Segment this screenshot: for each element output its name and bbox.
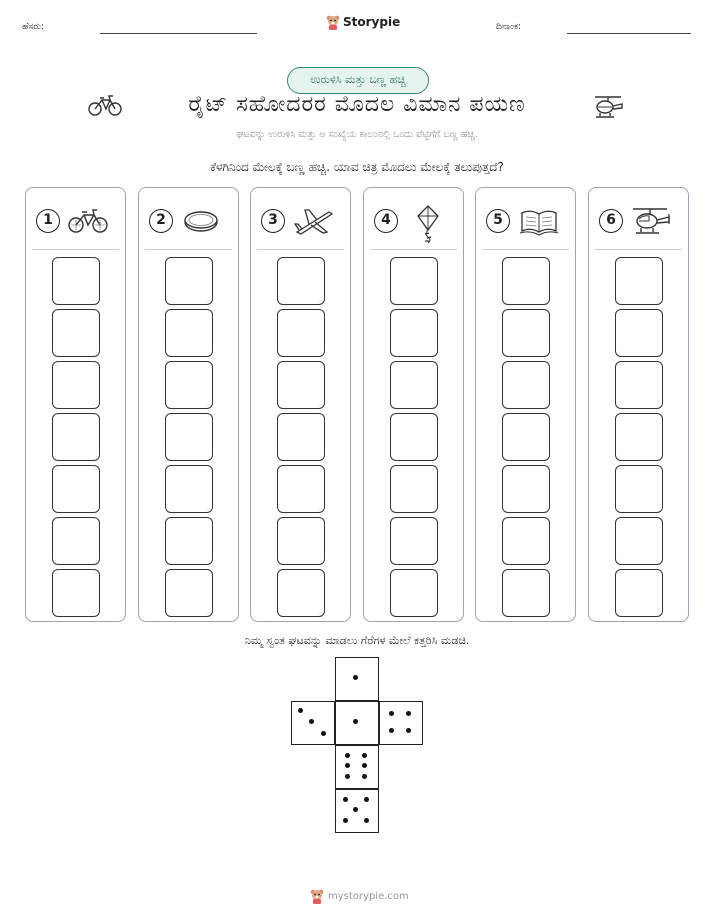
color-box[interactable]	[165, 465, 213, 513]
color-box[interactable]	[277, 517, 325, 565]
color-box[interactable]	[615, 257, 663, 305]
color-box[interactable]	[165, 361, 213, 409]
column-2	[138, 187, 239, 622]
color-box[interactable]	[502, 309, 550, 357]
column-5	[475, 187, 576, 622]
color-box[interactable]	[277, 309, 325, 357]
book-icon	[518, 205, 560, 237]
column-4	[363, 187, 464, 622]
footer-url[interactable]: mystorypie.com	[328, 890, 409, 902]
color-box[interactable]	[615, 569, 663, 617]
die-face-5	[335, 789, 379, 833]
column-1	[25, 187, 126, 622]
color-box[interactable]	[390, 465, 438, 513]
color-box[interactable]	[502, 465, 550, 513]
kite-icon	[406, 204, 446, 244]
color-box[interactable]	[165, 517, 213, 565]
color-box[interactable]	[615, 309, 663, 357]
brand-name: Storypie	[343, 15, 401, 29]
glider-icon	[293, 206, 335, 236]
worksheet-title: ರೈಟ್ ಸಹೋದರರ ಮೊದಲ ವಿಮಾನ ಪಯಣ	[188, 92, 526, 117]
color-box[interactable]	[390, 569, 438, 617]
color-box[interactable]	[615, 413, 663, 461]
worksheet-subtitle: ಘಟವನ್ನು ಉರುಳಿಸಿ ಮತ್ತು ಆ ಸಂಖ್ಯೆಯ ಕಾಲಂನಲ್ಲಿ ಒಂದು ಪೆಟ್ಟಿಗೆಗೆ ಬಣ್ಣ ಹಚ್ಚಿ.	[236, 129, 478, 140]
die-face-1	[335, 701, 379, 745]
color-box[interactable]	[165, 413, 213, 461]
die-face-3	[291, 701, 335, 745]
color-box[interactable]	[502, 361, 550, 409]
die-instruction: ನಿಮ್ಮ ಸ್ವಂತ ಘಟವನ್ನು ಮಾಡಲು ಗೆರೆಗಳ ಮೇಲೆ ಕತ್ತರಿಸಿ ಮಡಚಿ.	[244, 634, 470, 647]
column-number: 4	[374, 209, 398, 233]
color-box[interactable]	[390, 413, 438, 461]
color-box[interactable]	[52, 361, 100, 409]
name-label: ಹೆಸರು:	[22, 22, 45, 32]
die-face-4	[379, 701, 423, 745]
storypie-bear-icon	[326, 14, 340, 30]
footer	[310, 888, 409, 904]
helicopter-icon	[631, 204, 673, 238]
color-box[interactable]	[277, 257, 325, 305]
bicycle-icon	[68, 207, 108, 235]
activity-pill: ಉರುಳಿಸಿ ಮತ್ತು ಬಣ್ಣ ಹಚ್ಚಿ	[287, 67, 429, 94]
column-number: 3	[261, 209, 285, 233]
color-box[interactable]	[502, 257, 550, 305]
column-number: 6	[599, 209, 623, 233]
column-number: 5	[486, 209, 510, 233]
date-line[interactable]	[567, 33, 691, 34]
color-box[interactable]	[615, 517, 663, 565]
column-number: 2	[149, 209, 173, 233]
color-box[interactable]	[277, 413, 325, 461]
title-bicycle-icon	[88, 94, 122, 118]
column-number: 1	[36, 209, 60, 233]
color-box[interactable]	[52, 413, 100, 461]
color-box[interactable]	[502, 413, 550, 461]
color-box[interactable]	[277, 465, 325, 513]
color-box[interactable]	[502, 517, 550, 565]
coin-icon	[181, 207, 221, 235]
color-box[interactable]	[52, 257, 100, 305]
date-label: ದಿನಾಂಕ:	[496, 22, 522, 32]
color-box[interactable]	[615, 465, 663, 513]
color-box[interactable]	[52, 517, 100, 565]
color-box[interactable]	[390, 361, 438, 409]
column-6	[588, 187, 689, 622]
name-line[interactable]	[100, 33, 257, 34]
color-box[interactable]	[277, 569, 325, 617]
color-box[interactable]	[52, 309, 100, 357]
color-box[interactable]	[165, 257, 213, 305]
storypie-bear-icon	[310, 888, 324, 904]
title-helicopter-icon	[592, 93, 624, 121]
color-box[interactable]	[277, 361, 325, 409]
color-box[interactable]	[52, 569, 100, 617]
brand-logo	[326, 14, 400, 30]
color-box[interactable]	[615, 361, 663, 409]
worksheet-question: ಕೆಳಗಿನಿಂದ ಮೇಲಕ್ಕೆ ಬಣ್ಣ ಹಚ್ಚಿ. ಯಾವ ಚಿತ್ರ ಮೊದಲು ಮೇಲಕ್ಕೆ ತಲುಪುತ್ತದೆ?	[210, 160, 504, 174]
color-box[interactable]	[390, 309, 438, 357]
color-box[interactable]	[165, 569, 213, 617]
color-box[interactable]	[165, 309, 213, 357]
color-box[interactable]	[390, 257, 438, 305]
die-face-6	[335, 745, 379, 789]
color-box[interactable]	[390, 517, 438, 565]
die-face-1	[335, 657, 379, 701]
column-3	[250, 187, 351, 622]
color-box[interactable]	[502, 569, 550, 617]
color-box[interactable]	[52, 465, 100, 513]
